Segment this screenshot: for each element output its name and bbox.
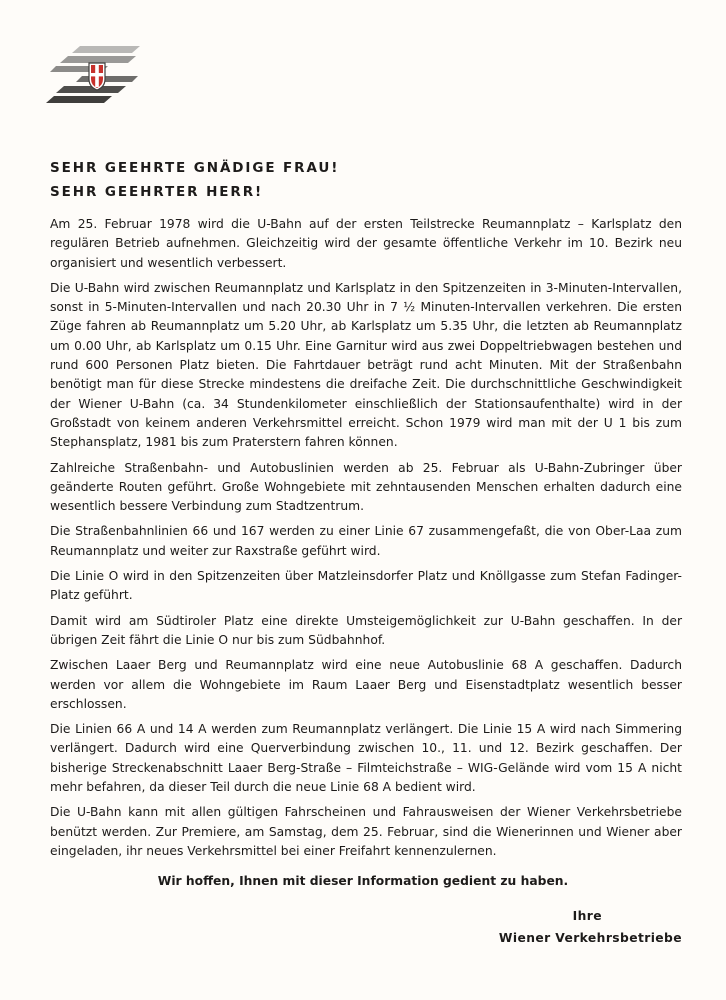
signature-line: Ihre	[572, 909, 602, 923]
paragraph: Zwischen Laaer Berg und Reumannplatz wird eine neue Autobuslinie 68 A geschaffen. Dadurch werden vor allem die Wohngebiete im Raum Laaer Berg und Eisenstadtplatz wesentlich besser erschlossen.	[50, 658, 682, 711]
paragraph: Am 25. Februar 1978 wird die U-Bahn auf der ersten Teilstrecke Reumannplatz – Karlsplatz den regulären Betrieb aufnehmen. Gleichzeitig wird der gesamte öffentliche Verkehr im 10. Bezirk neu organisiert und wesentlich verbessert.	[50, 217, 682, 270]
salutation-line: SEHR GEEHRTE GNÄDIGE FRAU!	[50, 160, 340, 176]
paragraph: Die Straßenbahnlinien 66 und 167 werden zu einer Linie 67 zusammengefaßt, die von Ober-Laa zum Reumannplatz und weiter zur Raxstraße geführt wird.	[50, 524, 682, 558]
signature	[499, 905, 682, 949]
paragraph: Die U-Bahn kann mit allen gültigen Fahrscheinen und Fahrausweisen der Wiener Verkehrsbetriebe benützt werden. Zur Premiere, am Samstag, dem 25. Februar, sind die Wienerinnen und Wiener aber eingeladen, ihr neues Verkehrsmittel bei einer Freifahrt kennenzulernen.	[50, 805, 682, 858]
signature-line: Wiener Verkehrsbetriebe	[498, 931, 682, 945]
paragraph: Die Linie O wird in den Spitzenzeiten über Matzleinsdorfer Platz und Knöllgasse zum Stefan Fadinger-Platz geführt.	[50, 569, 682, 603]
wiener-verkehrsbetriebe-logo	[46, 46, 142, 104]
salutation	[50, 156, 339, 204]
letter-body	[50, 215, 682, 867]
closing-line: Wir hoffen, Ihnen mit dieser Information gedient zu haben.	[157, 874, 569, 888]
paragraph: Die Linien 66 A und 14 A werden zum Reumannplatz verlängert. Die Linie 15 A wird nach Simmering verlängert. Dadurch wird eine Querverbindung zwischen 10., 11. und 12. Bezirk geschaffen. Der bisherige Streckenabschnitt Laaer Berg-Straße – Filmteichstraße – WIG-Gelände wird vom 15 A nicht mehr befahren, da dieser Teil durch die neue Linie 68 A bedient wird.	[50, 722, 682, 795]
paragraph: Zahlreiche Straßenbahn- und Autobuslinien werden ab 25. Februar als U-Bahn-Zubringer über geänderte Routen geführt. Große Wohngebiete mit zehntausenden Menschen erhalten dadurch eine wesentlich bessere Verbindung zum Stadtzentrum.	[50, 460, 682, 514]
paragraph: Damit wird am Südtiroler Platz eine direkte Umsteigemöglichkeit zur U-Bahn geschaffen. In der übrigen Zeit fährt die Linie O nur bis zum Südbahnhof.	[50, 613, 682, 647]
paragraph: Die U-Bahn wird zwischen Reumannplatz und Karlsplatz in den Spitzenzeiten in 3-Minuten-Intervallen, sonst in 5-Minuten-Intervallen und nach 20.30 Uhr in 7 ½ Minuten-Intervallen verkehren. Die ersten Züge fahren ab Reumannplatz um 5.20 Uhr, ab Karlsplatz um 5.35 Uhr, die letzten ab Reumannplatz um 0.00 Uhr, ab Karlsplatz um 0.15 Uhr. Eine Garnitur wird aus zwei Doppeltriebwagen bestehen und rund 600 Personen Platz bieten. Die Fahrtdauer beträgt rund acht Minuten. Mit der Straßenbahn benötigt man für diese Strecke mindestens die dreifache Zeit. Die durchschnittliche Geschwindigkeit der Wiener U-Bahn (ca. 34 Stundenkilometer einschließlich der Stationsaufenthalte) wird in der Großstadt von keinem anderen Verkehrsmittel erreicht. Schon 1979 wird man mit der U 1 bis zum Stephansplatz, 1981 bis zum Praterstern fahren können.	[50, 280, 682, 450]
salutation-line: SEHR GEEHRTER HERR!	[50, 184, 264, 200]
